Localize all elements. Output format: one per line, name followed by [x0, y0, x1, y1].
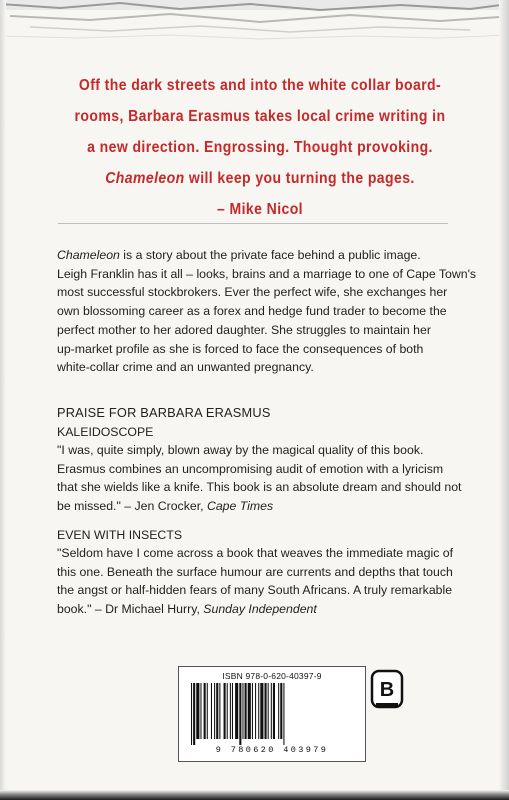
review-line: the angst or half-hidden fears of many South Africans. A truly remarkable [57, 583, 453, 598]
synopsis-line: Leigh Franklin has it all – looks, brains and a marriage to one of Cape Town's [57, 266, 477, 281]
pull-quote-line: rooms, Barbara Erasmus takes local crime writing in [74, 108, 446, 125]
barcode-bar [219, 683, 220, 739]
pull-quote-attribution: – Mike Nicol [217, 201, 303, 218]
synopsis-book-title: Chameleon [57, 248, 120, 262]
synopsis-line: white-collar crime and an unwanted pregnancy. [57, 360, 314, 375]
synopsis-line: own blossoming career as a forex and hedge fund trader to become the [57, 304, 447, 319]
barcode-bar [280, 683, 282, 739]
review-source: Cape Times [206, 498, 274, 513]
review-source: Sunday Independent [203, 601, 317, 616]
review-line-text: be missed." – Jen Crocker, [57, 498, 207, 513]
pull-quote-line [62, 163, 458, 194]
barcode-bar [258, 683, 259, 739]
pull-quote [62, 70, 458, 225]
review-book-title: EVEN WITH INSECTS [57, 527, 183, 542]
synopsis-line [57, 246, 457, 265]
barcode-bar [224, 683, 226, 739]
barcode-bar [216, 683, 218, 739]
barcode-bar [200, 683, 201, 739]
barcode-bar [230, 683, 231, 739]
review-book-title: KALEIDOSCOPE [57, 424, 154, 439]
review-line: "Seldom have I come across a book that weaves the immediate magic of [57, 546, 454, 561]
synopsis-line: most successful stockbrokers. Ever the perfect wife, she exchanges her [57, 285, 448, 300]
barcode-bar [273, 683, 275, 739]
review-line: Erasmus combines an uncompromising audit of emotion with a lyricism [57, 461, 444, 476]
barcode-bar [214, 683, 215, 739]
pull-quote-line: Off the dark streets and into the white collar board- [78, 77, 442, 94]
barcode-bar [235, 683, 238, 739]
barcode-bar [211, 683, 212, 739]
barcode-bars [189, 683, 355, 745]
review-line: that she wields like a knife. This book is an absolute dream and should not [57, 480, 462, 495]
barcode-bar [207, 683, 208, 739]
review-line-text: book." – Dr Michael Hurry, [57, 601, 204, 616]
review-line: "I was, quite simply, blown away by the magical quality of this book. [57, 443, 424, 458]
barcode-bar [265, 683, 267, 739]
barcode-bar [196, 683, 199, 739]
barcode-bar [239, 683, 241, 745]
review-line [57, 497, 457, 516]
praise-section [57, 404, 462, 619]
synopsis [57, 246, 477, 377]
barcode-bar [204, 683, 206, 739]
publisher-logo [370, 669, 404, 709]
praise-heading: PRAISE FOR BARBARA ERASMUS [57, 405, 271, 420]
synopsis-line-text: is a story about the private face behind a public image. [119, 248, 421, 262]
section-divider [58, 223, 448, 224]
barcode-bar [242, 683, 243, 739]
barcode-bar [232, 683, 233, 739]
isbn-barcode [178, 666, 366, 762]
barcode-bar [260, 683, 263, 739]
review-line: this one. Beneath the surface humour are currents and depths that touch [57, 564, 453, 579]
synopsis-line: up-market profile as she is forced to face the consequences of both [57, 341, 424, 356]
review-spacer [57, 516, 457, 526]
bottom-edge-shadow [0, 790, 509, 800]
barcode-bar [248, 683, 251, 739]
barcode-bar [191, 683, 192, 745]
barcode-bar [283, 683, 284, 745]
pull-quote-line-text: will keep you turning the pages. [184, 170, 415, 187]
barcode-digits: 9 780620 403979 [215, 745, 329, 755]
synopsis-line: perfect mother to her adored daughter. She struggles to maintain her [57, 322, 431, 337]
publisher-logo-letter: B [379, 679, 395, 701]
barcode-bar [255, 683, 256, 739]
right-edge-shadow [499, 0, 509, 800]
pull-quote-book-title: Chameleon [105, 170, 185, 187]
isbn-label: ISBN 978-0-620-40397-9 [222, 671, 322, 681]
barcode-bar [245, 683, 247, 739]
barcode-bar [278, 683, 279, 739]
review-line [57, 600, 457, 619]
barcode-bar [193, 683, 195, 745]
barcode-bar [227, 683, 228, 739]
left-edge-shadow [0, 0, 6, 800]
worn-top-edge [0, 0, 509, 48]
barcode-bar [268, 683, 269, 739]
barcode-bar [252, 683, 253, 739]
barcode-bar [271, 683, 272, 739]
pull-quote-line: a new direction. Engrossing. Thought provoking. [87, 139, 433, 156]
